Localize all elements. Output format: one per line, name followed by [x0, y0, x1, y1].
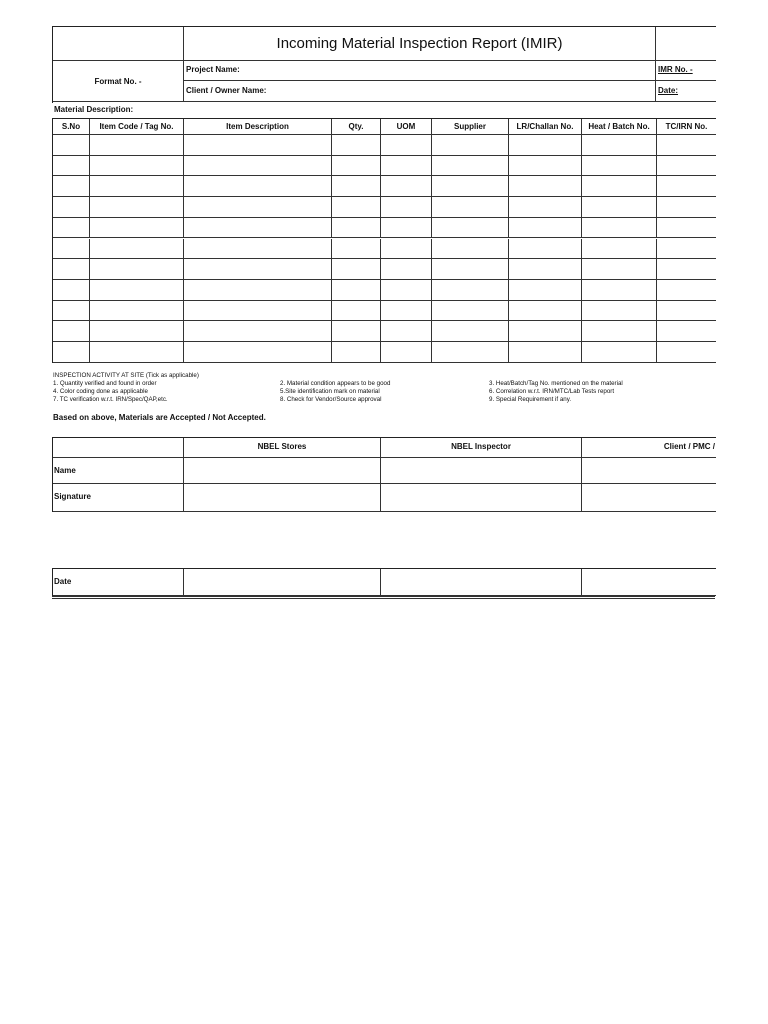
column-header: Heat / Batch No. — [582, 119, 657, 135]
table-cell[interactable] — [184, 342, 332, 363]
table-cell[interactable] — [184, 197, 332, 218]
table-cell[interactable] — [582, 301, 657, 322]
table-cell[interactable] — [332, 342, 381, 363]
table-cell[interactable] — [432, 239, 509, 260]
table-cell[interactable] — [509, 321, 582, 342]
table-cell[interactable] — [657, 156, 716, 177]
name-client-cell — [582, 458, 716, 484]
table-cell[interactable] — [184, 135, 332, 156]
table-cell[interactable] — [509, 218, 582, 239]
table-cell[interactable] — [381, 176, 432, 197]
date-inspector-cell — [381, 569, 582, 596]
name-inspector-cell — [381, 458, 582, 484]
table-cell[interactable] — [332, 197, 381, 218]
inspection-item: 5.Site identification mark on material — [280, 387, 380, 395]
signature-inspector-cell — [381, 484, 582, 512]
table-cell[interactable] — [657, 218, 716, 239]
signoff-header-stores-text: NBEL Stores — [257, 442, 307, 451]
table-cell[interactable] — [184, 156, 332, 177]
signoff-corner — [53, 438, 184, 458]
header-block — [52, 26, 716, 103]
table-cell[interactable] — [53, 301, 90, 322]
table-cell[interactable] — [509, 176, 582, 197]
table-cell[interactable] — [53, 156, 90, 177]
table-cell[interactable] — [90, 342, 184, 363]
table-cell[interactable] — [582, 280, 657, 301]
table-cell[interactable] — [657, 239, 716, 260]
table-cell[interactable] — [657, 259, 716, 280]
table-cell[interactable] — [332, 321, 381, 342]
table-cell[interactable] — [381, 239, 432, 260]
table-cell[interactable] — [657, 342, 716, 363]
date-row-label: Date — [54, 577, 72, 586]
imr-no-cell — [656, 61, 716, 81]
date-row-label-cell — [53, 569, 184, 596]
table-cell[interactable] — [509, 135, 582, 156]
table-cell[interactable] — [53, 176, 90, 197]
column-header: UOM — [381, 119, 432, 135]
column-header: LR/Challan No. — [509, 119, 582, 135]
inspection-item: 7. TC verification w.r.t. IRN/Spec/QAP,etc. — [53, 395, 168, 403]
date-client-cell — [582, 569, 716, 596]
signature-label: Signature — [54, 492, 91, 501]
column-header: S.No — [53, 119, 90, 135]
report-title — [184, 27, 656, 61]
format-no-label: Format No. - — [94, 77, 142, 86]
acceptance-statement: Based on above, Materials are Accepted / Not Accepted. — [53, 413, 266, 422]
signoff-header-inspector-text: NBEL Inspector — [451, 442, 511, 451]
table-cell[interactable] — [381, 197, 432, 218]
table-cell[interactable] — [509, 342, 582, 363]
table-cell[interactable] — [381, 218, 432, 239]
signoff-table — [52, 437, 716, 512]
date-row-bottom-rule — [52, 596, 715, 599]
project-name-cell — [184, 61, 656, 81]
table-cell[interactable] — [90, 259, 184, 280]
table-cell[interactable] — [432, 197, 509, 218]
table-cell[interactable] — [657, 135, 716, 156]
header-right-cell — [656, 27, 716, 61]
table-cell[interactable] — [53, 218, 90, 239]
table-cell[interactable] — [582, 321, 657, 342]
column-header: Item Code / Tag No. — [90, 119, 184, 135]
table-cell[interactable] — [381, 280, 432, 301]
date-cell — [656, 81, 716, 102]
table-cell[interactable] — [332, 156, 381, 177]
table-cell[interactable] — [657, 280, 716, 301]
table-cell[interactable] — [90, 156, 184, 177]
table-cell[interactable] — [53, 342, 90, 363]
inspection-item: 9. Special Requirement if any. — [489, 395, 572, 403]
table-cell[interactable] — [657, 176, 716, 197]
table-cell[interactable] — [381, 259, 432, 280]
table-cell[interactable] — [582, 239, 657, 260]
name-label: Name — [54, 466, 76, 475]
table-cell[interactable] — [432, 259, 509, 280]
table-cell[interactable] — [332, 135, 381, 156]
material-table — [52, 118, 716, 363]
table-cell[interactable] — [509, 301, 582, 322]
table-cell[interactable] — [432, 280, 509, 301]
table-cell[interactable] — [582, 135, 657, 156]
table-cell[interactable] — [582, 176, 657, 197]
table-cell[interactable] — [509, 156, 582, 177]
table-cell[interactable] — [432, 218, 509, 239]
table-cell[interactable] — [90, 239, 184, 260]
column-header: Qty. — [332, 119, 381, 135]
inspection-item: 2. Material condition appears to be good — [280, 380, 391, 387]
project-name-label: Project Name: — [186, 65, 240, 74]
signature-stores-cell — [184, 484, 381, 512]
column-header: Supplier — [432, 119, 509, 135]
table-cell[interactable] — [332, 239, 381, 260]
table-cell[interactable] — [657, 197, 716, 218]
table-cell[interactable] — [53, 259, 90, 280]
table-cell[interactable] — [582, 156, 657, 177]
format-no-cell — [53, 61, 184, 102]
signoff-header-client-text: Client / PMC / — [663, 442, 715, 451]
inspection-heading: INSPECTION ACTIVITY AT SITE (Tick as applicable) — [53, 372, 199, 379]
inspection-item: 6. Correlation w.r.t. IRN/MTC/Lab Tests report — [489, 387, 615, 395]
table-cell[interactable] — [381, 156, 432, 177]
table-cell[interactable] — [332, 176, 381, 197]
date-row — [52, 568, 716, 596]
table-cell[interactable] — [381, 301, 432, 322]
signature-client-cell — [582, 484, 716, 512]
table-cell[interactable] — [657, 301, 716, 322]
table-cell[interactable] — [432, 321, 509, 342]
table-cell[interactable] — [184, 321, 332, 342]
inspection-item: 8. Check for Vendor/Source approval — [280, 395, 382, 403]
signoff-header-client — [582, 438, 716, 458]
name-stores-cell — [184, 458, 381, 484]
report-title-text: Incoming Material Inspection Report (IMIR) — [276, 35, 563, 52]
table-cell[interactable] — [582, 259, 657, 280]
table-cell[interactable] — [432, 176, 509, 197]
inspection-item: 4. Color coding done as applicable — [53, 387, 148, 395]
table-cell[interactable] — [90, 280, 184, 301]
client-owner-cell — [184, 81, 656, 102]
table-cell[interactable] — [432, 342, 509, 363]
table-cell[interactable] — [332, 280, 381, 301]
table-cell[interactable] — [332, 301, 381, 322]
inspection-item: 3. Heat/Batch/Tag No. mentioned on the material — [489, 380, 623, 387]
table-cell[interactable] — [509, 197, 582, 218]
table-cell[interactable] — [657, 321, 716, 342]
date-stores-cell — [184, 569, 381, 596]
imr-no-label: IMR No. - — [658, 65, 693, 74]
table-cell[interactable] — [90, 321, 184, 342]
table-cell[interactable] — [509, 280, 582, 301]
table-cell[interactable] — [509, 239, 582, 260]
material-description-label: Material Description: — [54, 105, 134, 114]
table-cell[interactable] — [184, 239, 332, 260]
table-cell[interactable] — [184, 176, 332, 197]
table-cell[interactable] — [332, 259, 381, 280]
table-cell[interactable] — [53, 135, 90, 156]
table-cell[interactable] — [184, 259, 332, 280]
table-cell[interactable] — [53, 321, 90, 342]
table-cell[interactable] — [53, 239, 90, 260]
table-cell[interactable] — [53, 197, 90, 218]
table-cell[interactable] — [90, 197, 184, 218]
table-cell[interactable] — [432, 301, 509, 322]
column-header: Item Description — [184, 119, 332, 135]
table-cell[interactable] — [582, 197, 657, 218]
table-cell[interactable] — [582, 342, 657, 363]
signoff-header-stores — [184, 438, 381, 458]
table-cell[interactable] — [90, 301, 184, 322]
table-cell[interactable] — [381, 321, 432, 342]
table-cell[interactable] — [184, 301, 332, 322]
signature-label-cell — [53, 484, 184, 512]
signoff-header-inspector — [381, 438, 582, 458]
table-cell[interactable] — [184, 280, 332, 301]
table-cell[interactable] — [381, 135, 432, 156]
column-header: TC/IRN No. — [657, 119, 716, 135]
date-label: Date: — [658, 86, 679, 95]
table-cell[interactable] — [509, 259, 582, 280]
client-owner-label: Client / Owner Name: — [186, 86, 267, 95]
logo-cell — [53, 27, 184, 61]
table-cell[interactable] — [90, 218, 184, 239]
inspection-item: 1. Quantity verified and found in order — [53, 380, 157, 387]
table-cell[interactable] — [432, 135, 509, 156]
name-label-cell — [53, 458, 184, 484]
table-cell[interactable] — [184, 218, 332, 239]
table-cell[interactable] — [432, 156, 509, 177]
table-cell[interactable] — [90, 176, 184, 197]
table-cell[interactable] — [381, 342, 432, 363]
table-cell[interactable] — [582, 218, 657, 239]
table-cell[interactable] — [53, 280, 90, 301]
table-cell[interactable] — [332, 218, 381, 239]
table-cell[interactable] — [90, 135, 184, 156]
